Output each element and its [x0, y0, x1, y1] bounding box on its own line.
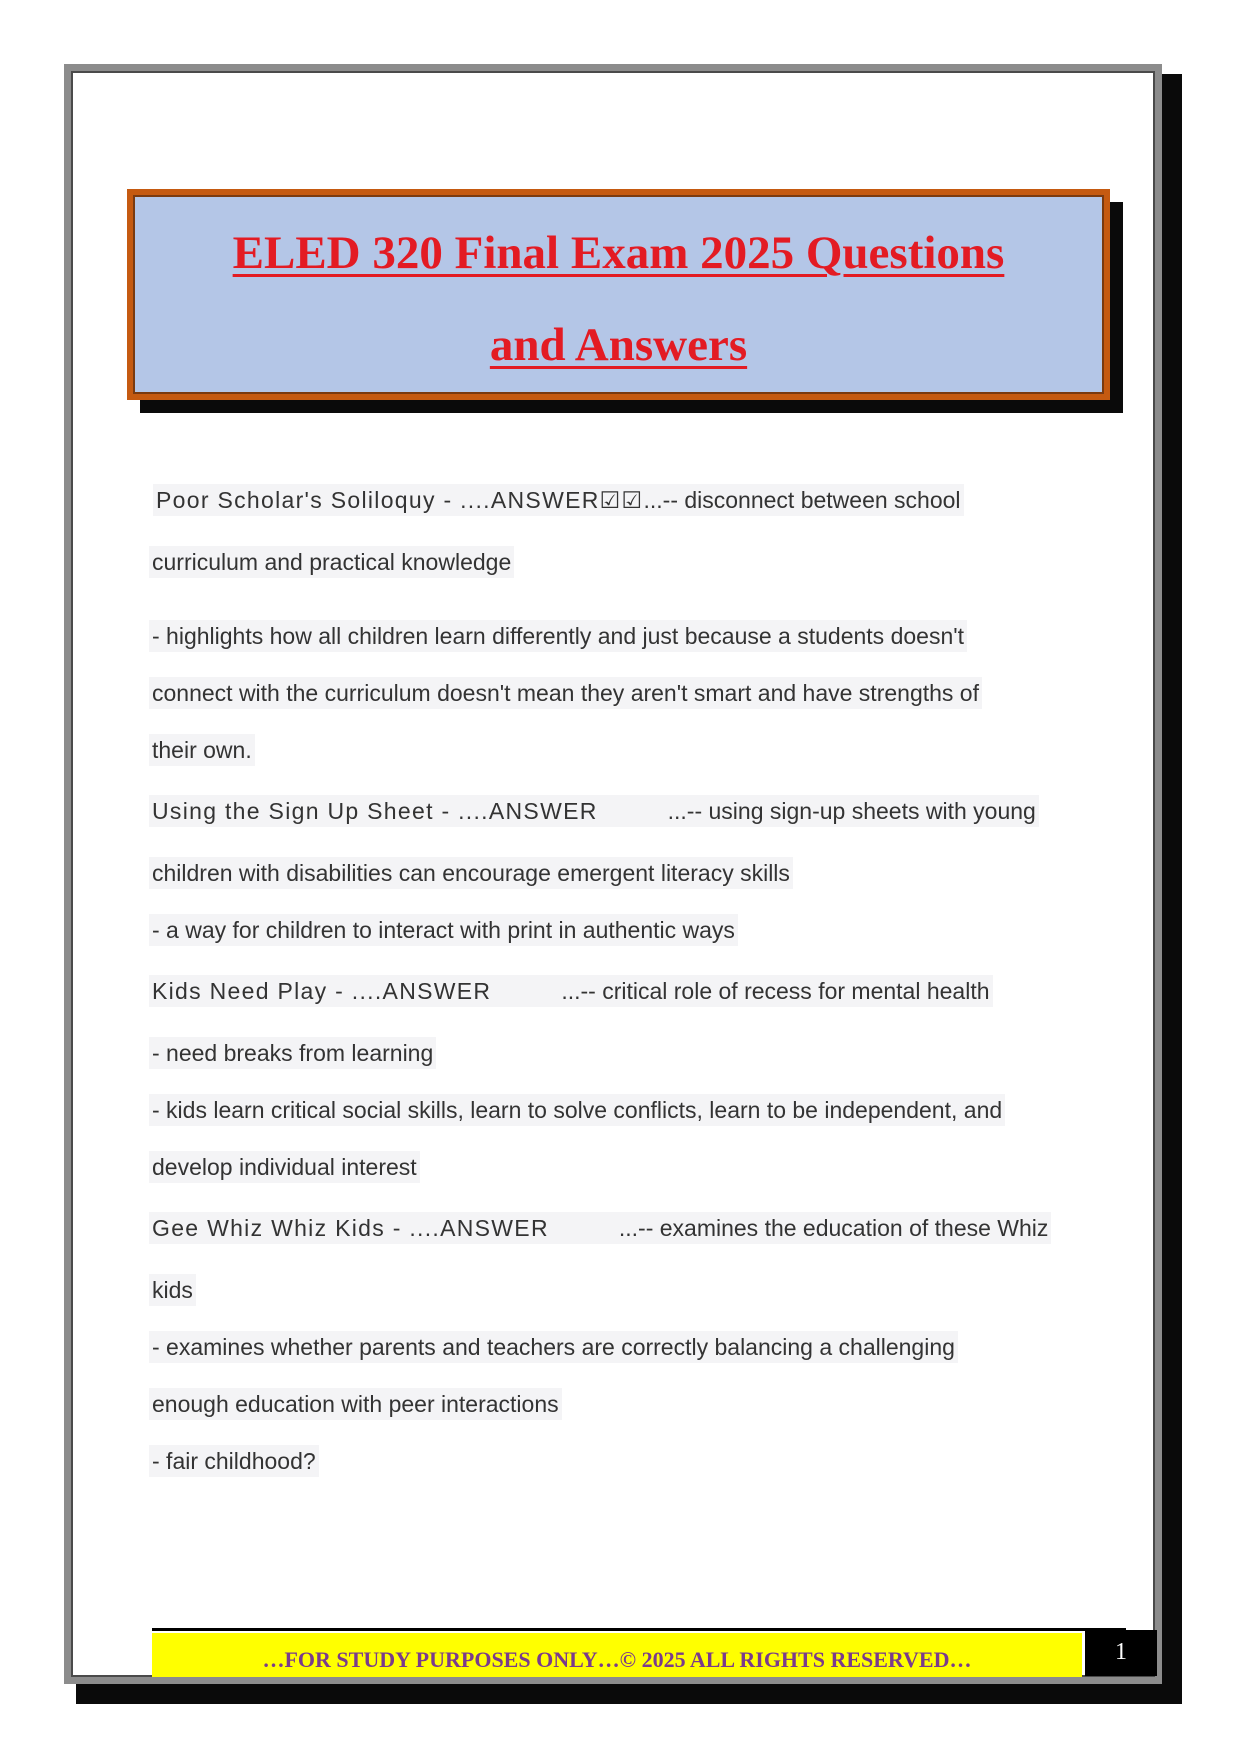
entry-term: Using the Sign Up Sheet - ....ANSWER: [152, 798, 598, 824]
entry-2-line: - a way for children to interact with print in authentic ways: [149, 914, 738, 946]
entry-4-line: kids: [149, 1274, 196, 1306]
entry-term: Kids Need Play - ....ANSWER: [152, 978, 492, 1004]
entry-term: Poor Scholar's Soliloquy - ....ANSWER: [156, 487, 600, 513]
footer-notice: …FOR STUDY PURPOSES ONLY…© 2025 ALL RIGHTS RESERVED…: [152, 1633, 1082, 1677]
title-box: [127, 189, 1110, 400]
entry-answer: ...-- disconnect between school: [643, 487, 961, 513]
entry-3-line: - need breaks from learning: [149, 1037, 436, 1069]
title-line-1: ELED 320 Final Exam 2025 Questions: [232, 227, 1005, 279]
entry-answer: ...-- critical role of recess for mental health: [561, 978, 990, 1004]
entry-1-line: connect with the curriculum doesn't mean they aren't smart and have strengths of: [149, 677, 982, 709]
entry-2-heading: [149, 795, 1039, 827]
footer-divider: [152, 1628, 1126, 1631]
document-title: [133, 195, 1104, 391]
entry-1-line: curriculum and practical knowledge: [149, 546, 514, 578]
page-number: 1: [1085, 1630, 1157, 1676]
title-line-2: and Answers: [489, 319, 748, 371]
entry-term: Gee Whiz Whiz Kids - ....ANSWER: [152, 1215, 549, 1241]
entry-4-line: enough education with peer interactions: [149, 1388, 562, 1420]
entry-3-heading: [149, 975, 993, 1007]
entry-3-line: develop individual interest: [149, 1151, 420, 1183]
entry-4-line: - fair childhood?: [149, 1445, 319, 1477]
entry-answer: ...-- examines the education of these Whiz: [618, 1215, 1049, 1241]
checkbox-marks: ☑☑: [599, 487, 644, 513]
entry-answer: ...-- using sign-up sheets with young: [667, 798, 1036, 824]
entry-1-line: - highlights how all children learn differently and just because a students doesn't: [149, 620, 967, 652]
entry-1-line: their own.: [149, 734, 255, 766]
entry-3-line: - kids learn critical social skills, learn to solve conflicts, learn to be independent, and: [149, 1094, 1005, 1126]
entry-2-line: children with disabilities can encourage emergent literacy skills: [149, 857, 793, 889]
entry-1-heading: [153, 484, 964, 516]
entry-4-line: - examines whether parents and teachers are correctly balancing a challenging: [149, 1331, 958, 1363]
entry-4-heading: [149, 1212, 1051, 1244]
